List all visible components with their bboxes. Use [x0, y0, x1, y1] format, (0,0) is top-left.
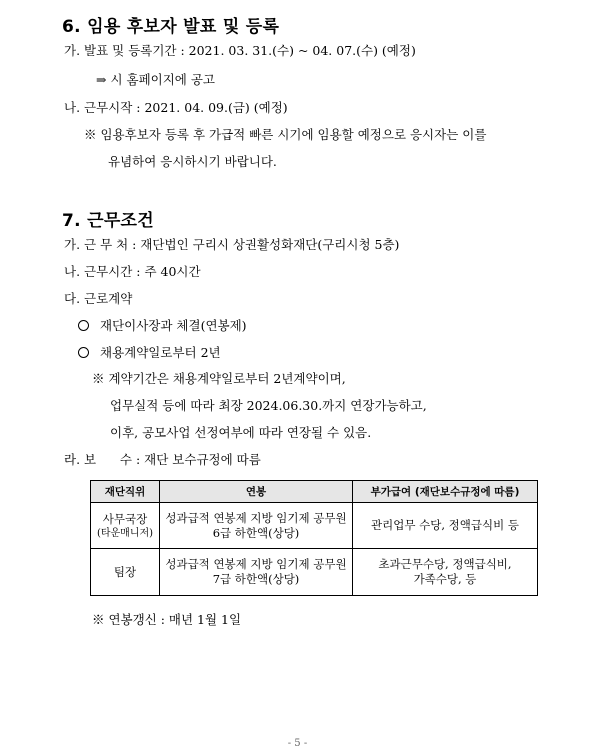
position-cell: 사무국장 (타운매니저) — [91, 503, 160, 549]
table-row — [91, 549, 538, 596]
appointment-note-line2: 유념하여 응시하시기 바랍니다. — [108, 154, 277, 169]
page-number: - 5 - — [287, 738, 308, 749]
workplace: 가. 근 무 처 : 재단법인 구리시 상권활성화재단(구리시청 5층) — [64, 237, 400, 252]
contract-note-line2: 업무실적 등에 따라 최장 2024.06.30.까지 연장가능하고, — [110, 398, 427, 413]
salary-table — [90, 480, 538, 596]
contract-note-line3: 이후, 공모사업 선정여부에 따라 연장될 수 있음. — [110, 425, 372, 440]
employment-contract: 다. 근로계약 — [64, 291, 133, 306]
salary-renewal-note: ※ 연봉갱신 : 매년 1월 1일 — [92, 612, 242, 627]
contract-bullet-2: 채용계약일로부터 2년 — [78, 344, 221, 362]
table-row — [91, 503, 538, 549]
header-salary: 연봉 — [160, 481, 353, 503]
header-position: 재단직위 — [91, 481, 160, 503]
section-6-title: 6. 임용 후보자 발표 및 등록 — [62, 17, 280, 37]
working-hours: 나. 근무시간 : 주 40시간 — [64, 264, 201, 279]
appointment-note-line1: ※ 임용후보자 등록 후 가급적 빠른 시기에 임용할 예정으로 응시자는 이를 — [84, 127, 487, 142]
work-start-date: 나. 근무시작 : 2021. 04. 09.(금) (예정) — [64, 100, 288, 115]
extra-pay-cell: 초과근무수당, 정액급식비, 가족수당, 등 — [353, 549, 538, 596]
contract-note-line1: ※ 계약기간은 채용계약일로부터 2년계약이며, — [92, 371, 346, 386]
table-header-row — [91, 481, 538, 503]
extra-pay-cell: 관리업무 수당, 정액급식비 등 — [353, 503, 538, 549]
position-cell: 팀장 — [91, 549, 160, 596]
announcement-period: 가. 발표 및 등록기간 : 2021. 03. 31.(수) ~ 04. 07.(수) (예정) — [64, 43, 416, 58]
circle-bullet-icon — [78, 347, 89, 358]
compensation: 라. 보 수 : 재단 보수규정에 따름 — [64, 452, 261, 467]
announcement-method: ⇒ 시 홈페이지에 공고 — [96, 72, 215, 87]
circle-bullet-icon — [78, 320, 89, 331]
salary-cell: 성과급적 연봉제 지방 임기제 공무원 6급 하한액(상당) — [160, 503, 353, 549]
salary-cell: 성과급적 연봉제 지방 임기제 공무원 7급 하한액(상당) — [160, 549, 353, 596]
contract-bullet-1: 재단이사장과 체결(연봉제) — [78, 317, 247, 335]
section-7-title: 7. 근무조건 — [62, 211, 154, 231]
header-extra-pay: 부가급여 (재단보수규정에 따름) — [353, 481, 538, 503]
